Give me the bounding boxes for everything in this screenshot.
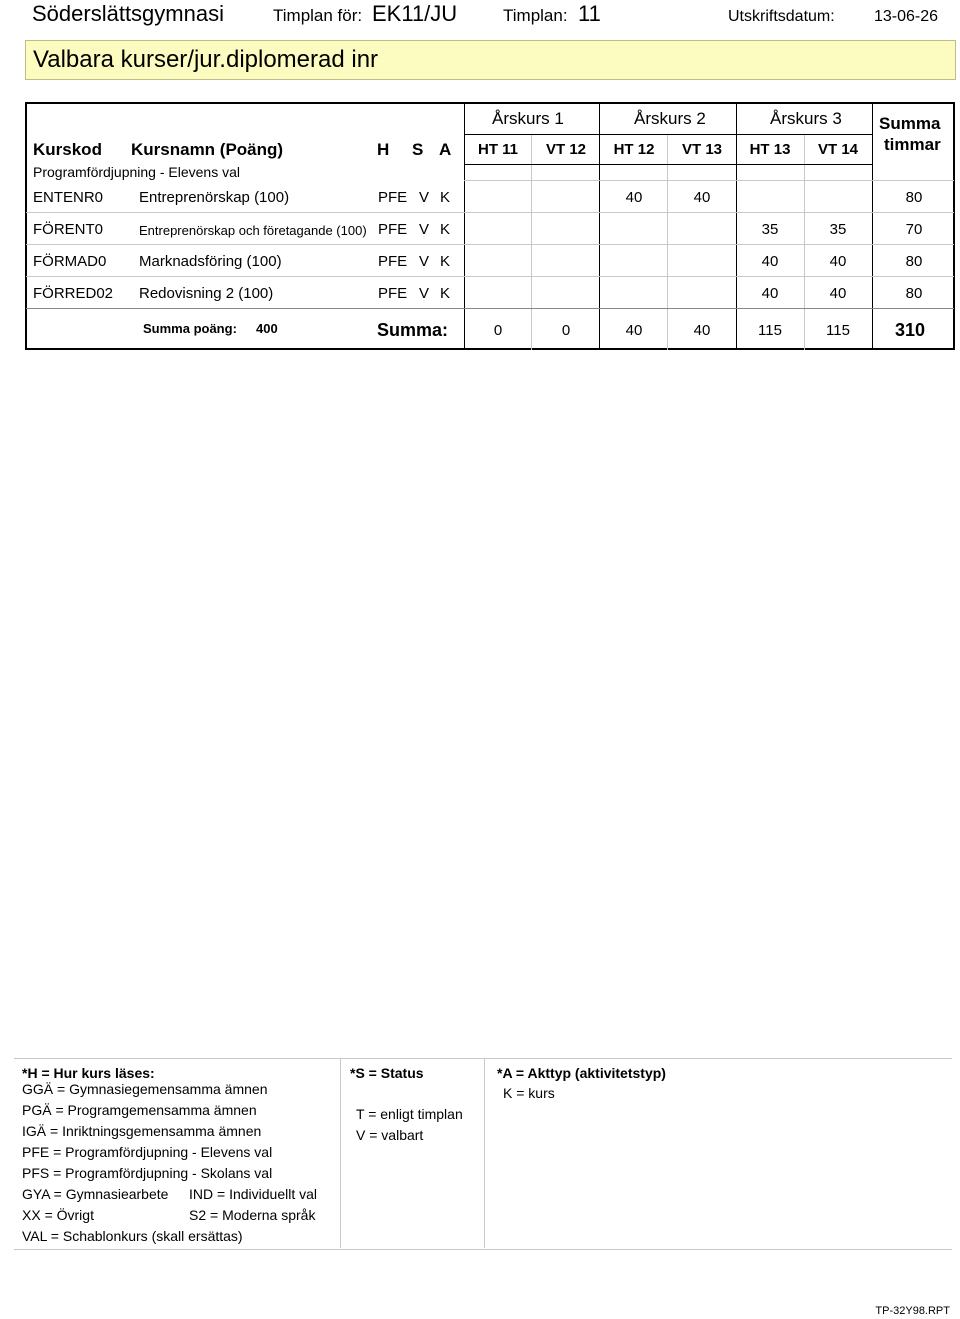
row-2-term-6: 35: [829, 221, 847, 238]
section-title: Valbara kurser/jur.diplomerad inr: [33, 46, 379, 73]
print-date-label: Utskriftsdatum:: [728, 8, 835, 25]
report-id: TP-32Y98.RPT: [875, 1305, 950, 1317]
total-term-5: 115: [758, 322, 782, 339]
legend-h-pair1-a: GYA = Gymnasiearbete: [22, 1186, 169, 1202]
total-term-2: 0: [561, 322, 571, 339]
row-4-sum: 80: [905, 285, 923, 302]
group-label: Programfördjupning - Elevens val: [33, 164, 240, 180]
row-4-term-5: 40: [761, 285, 779, 302]
row-3-h: PFE: [378, 253, 408, 270]
col-header-summa: Summa: [879, 114, 941, 133]
grand-total: 310: [894, 320, 926, 340]
row-4-code: FÖRRED02: [33, 285, 114, 302]
legend-h-pair2-b: S2 = Moderna språk: [189, 1207, 316, 1223]
row-1-s: V: [419, 189, 430, 206]
row-4-a: K: [440, 285, 451, 302]
timplan-value: 11: [578, 1, 601, 26]
term-header-1: HT 11: [477, 141, 519, 158]
legend-h-pair1-b: IND = Individuellt val: [189, 1186, 318, 1202]
total-term-4: 40: [693, 322, 711, 339]
col-header-kursnamn: Kursnamn (Poäng): [131, 140, 284, 159]
row-4-s: V: [419, 285, 430, 302]
row-3-s: V: [419, 253, 430, 270]
row-3-sum: 80: [905, 253, 923, 270]
legend-a-title: *A = Akttyp (aktivitetstyp): [497, 1065, 666, 1081]
school-name: Söderslättsgymnasi: [32, 1, 224, 26]
year-header-2: Årskurs 2: [634, 109, 706, 128]
row-3-name: Marknadsföring (100): [139, 253, 282, 270]
points-label: Summa poäng:: [143, 321, 237, 336]
total-term-3: 40: [625, 322, 643, 339]
year-header-1: Årskurs 1: [492, 109, 564, 128]
legend-s-item-2: V = valbart: [356, 1127, 424, 1143]
row-3-code: FÖRMAD0: [33, 253, 107, 270]
row-2-name: Entreprenörskap och företagande (100): [139, 223, 367, 238]
term-header-5: HT 13: [749, 141, 791, 158]
row-1-name: Entreprenörskap (100): [139, 189, 290, 206]
row-2-s: V: [419, 221, 430, 238]
timplan-label: Timplan:: [503, 6, 568, 25]
total-term-1: 0: [493, 322, 503, 339]
year-header-3: Årskurs 3: [770, 109, 842, 128]
legend-a-item-1: K = kurs: [503, 1085, 555, 1101]
row-1-h: PFE: [378, 189, 408, 206]
col-header-h: H: [377, 140, 390, 159]
sum-label: Summa:: [377, 320, 449, 340]
col-header-s: S: [412, 140, 424, 159]
legend-h-item-2: PGÄ = Programgemensamma ämnen: [22, 1102, 257, 1118]
row-2-sum: 70: [905, 221, 923, 238]
legend-h-item-3: IGÄ = Inriktningsgemensamma ämnen: [22, 1123, 262, 1139]
row-2-term-5: 35: [761, 221, 779, 238]
row-2-a: K: [440, 221, 451, 238]
row-3-term-6: 40: [829, 253, 847, 270]
row-3-term-5: 40: [761, 253, 779, 270]
row-3-a: K: [440, 253, 451, 270]
total-term-6: 115: [826, 322, 850, 339]
legend-h-item-4: PFE = Programfördjupning - Elevens val: [22, 1144, 273, 1160]
row-1-term-3: 40: [625, 189, 643, 206]
legend-h-last: VAL = Schablonkurs (skall ersättas): [22, 1228, 243, 1244]
row-1-code: ENTENR0: [33, 189, 104, 206]
print-date-value: 13-06-26: [874, 8, 939, 25]
row-1-term-4: 40: [693, 189, 711, 206]
term-header-2: VT 12: [545, 141, 587, 158]
legend-s-item-1: T = enligt timplan: [356, 1106, 463, 1122]
row-4-name: Redovisning 2 (100): [139, 285, 274, 302]
legend-s-title: *S = Status: [350, 1065, 424, 1081]
row-2-h: PFE: [378, 221, 408, 238]
legend-h-item-5: PFS = Programfördjupning - Skolans val: [22, 1165, 273, 1181]
row-2-code: FÖRENT0: [33, 221, 104, 238]
col-header-timmar: timmar: [884, 135, 941, 154]
timplan-for-value: EK11/JU: [372, 1, 458, 26]
row-1-sum: 80: [905, 189, 923, 206]
legend-h-item-1: GGÄ = Gymnasiegemensamma ämnen: [22, 1081, 268, 1097]
term-header-3: HT 12: [613, 141, 655, 158]
col-header-a: A: [439, 140, 452, 159]
row-4-term-6: 40: [829, 285, 847, 302]
term-header-4: VT 13: [681, 141, 723, 158]
row-4-h: PFE: [378, 285, 408, 302]
legend-h-pair2-a: XX = Övrigt: [22, 1207, 94, 1223]
term-header-6: VT 14: [817, 141, 859, 158]
legend-h-title: *H = Hur kurs läses:: [22, 1065, 155, 1081]
col-header-kurskod: Kurskod: [33, 140, 102, 159]
row-1-a: K: [440, 189, 451, 206]
timplan-for-label: Timplan för:: [273, 6, 363, 25]
points-value: 400: [256, 321, 278, 336]
